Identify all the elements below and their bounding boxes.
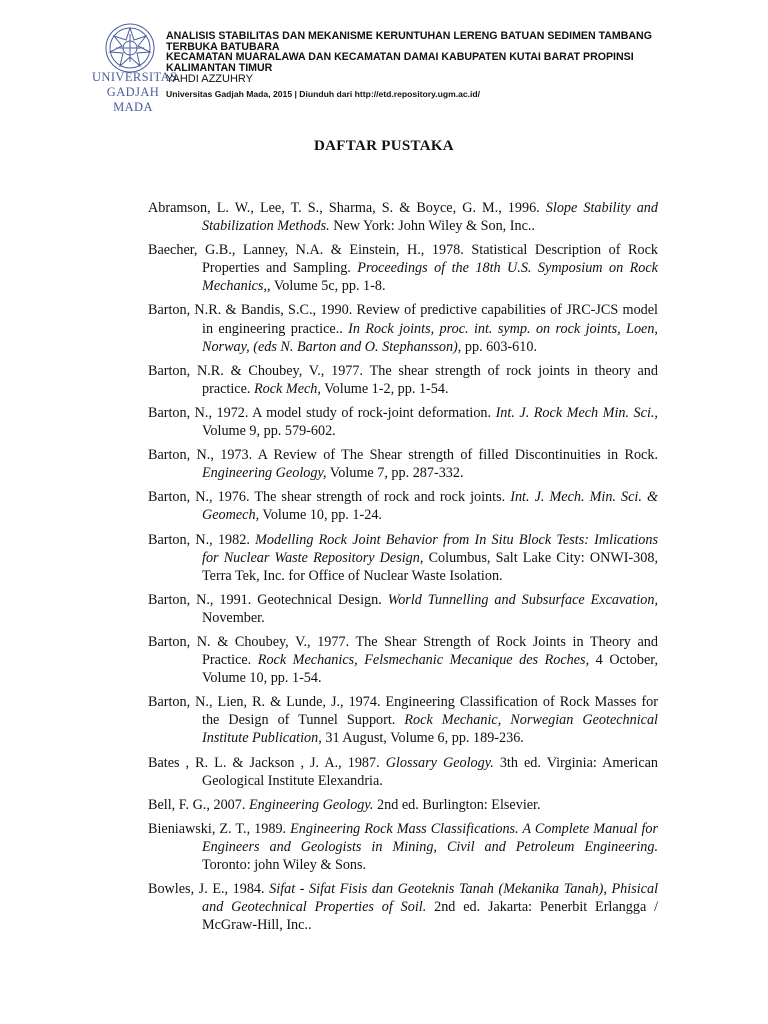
reference-details: 2nd ed. Burlington: Elsevier. [373,796,541,813]
logo-wordmark [92,70,178,115]
reference-details: Volume 10, pp. 1-24. [259,507,382,524]
reference-details: 4 October, Volume 10, pp. 1-54. [202,652,658,687]
reference-details: 3th ed. Virginia: American Geological Institute Elexandria. [202,754,659,789]
reference-details: Volume 9, pp. 579-602. [202,423,336,440]
reference-details: November. [202,609,265,626]
page-title: DAFTAR PUSTAKA [314,138,454,154]
reference-details: Toronto: john Wiley & Sons. [202,857,367,873]
thesis-title-line-2: TERBUKA BATUBARA [166,40,280,53]
reference-text: Bowles, J. E., 1984. [148,881,270,898]
reference-text: Bates , R. L. & Jackson , J. A., 1987. [148,754,386,771]
reference-entry [148,446,658,482]
reference-source-title: Engineering Rock Mass Classifications. A Complete Manual for Engineers and Geologists in Mining, Civil and Petroleum Engineering. [202,820,658,855]
reference-entry [148,693,658,747]
reference-source-title: Rock Mechanics, Felsmechanic Mecanique des Roches, [257,652,590,669]
university-logo [92,20,178,114]
reference-source-title: Slope Stability and Stabilization Methods. [202,200,658,235]
reference-text: Barton, N.R. & Choubey, V., 1977. The shear strength of rock joints in theory and practice. [148,362,658,397]
reference-text: Barton, N., 1973. A Review of The Shear strength of filled Discontinuities in Rock. [148,447,658,464]
reference-details: Columbus, Salt Lake City: ONWI-308, Terra Tek, Inc. for Office of Nuclear Waste Isolation. [202,549,658,584]
reference-source-title: Proceedings of the 18th U.S. Symposium on Rock Mechanics,, [202,260,658,295]
reference-text: Barton, N.R. & Bandis, S.C., 1990. Review of predictive capabilities of JRC-JCS model in engineering practice.. [148,302,658,337]
header-text [166,31,726,101]
reference-entry [148,531,658,585]
reference-details: Volume 7, pp. 287-332. [326,465,464,482]
reference-entry [148,404,658,440]
reference-text: Barton, N., 1991. Geotechnical Design. [148,591,388,608]
thesis-title-line-4: KALIMANTAN TIMUR [166,61,273,74]
source-line: Universitas Gadjah Mada, 2015 | Diunduh dari http://etd.repository.ugm.ac.id/ [166,89,481,99]
reference-source-title: Glossary Geology. [385,754,494,771]
reference-entry [148,880,658,934]
reference-source-title: Engineering Geology. [248,796,374,813]
reference-source-title: Engineering Geology, [202,465,327,482]
thesis-title-line-1: ANALISIS STABILITAS DAN MEKANISME KERUNTUHAN LERENG BATUAN SEDIMEN TAMBANG [166,30,652,42]
reference-text: Barton, N., 1976. The shear strength of rock and rock joints. [148,489,511,506]
reference-entry [148,199,658,235]
reference-text: Abramson, L. W., Lee, T. S., Sharma, S. & Boyce, G. M., 1996. [148,200,546,216]
reference-list [148,199,658,940]
reference-entry [148,241,658,295]
reference-entry [148,754,658,790]
author-name: YAHDI AZZUHRY [166,73,253,85]
reference-text: Baecher, G.B., Lanney, N.A. & Einstein, H., 1978. Statistical Description of Rock Properties and Sampling. [148,242,658,277]
reference-entry [148,591,658,627]
reference-details: 31 August, Volume 6, pp. 189-236. [321,730,524,747]
logo-line-1: UNIVERSITAS [92,70,178,84]
reference-entry [148,301,658,355]
reference-text: Barton, N., 1982. [148,531,256,548]
thesis-title-line-3: KECAMATAN MUARALAWA DAN KECAMATAN DAMAI KABUPATEN KUTAI BARAT PROPINSI [166,51,634,63]
ugm-seal-icon [104,22,156,74]
reference-text: Barton, N., 1972. A model study of rock-joint deformation. [148,404,496,421]
reference-details: Volume 1-2, pp. 1-54. [320,380,449,397]
reference-details: New York: John Wiley & Son, Inc.. [329,218,535,235]
reference-source-title: In Rock joints, proc. int. symp. on rock joints, Loen, Norway, (eds N. Barton and O. Stephansson), [202,320,658,355]
document-header [92,20,740,114]
reference-text: Bell, F. G., 2007. [148,796,249,813]
reference-entry [148,362,658,398]
reference-text: Barton, N., Lien, R. & Lunde, J., 1974. Engineering Classification of Rock Masses for the Design of Tunnel Support. [148,694,658,729]
reference-source-title: Modelling Rock Joint Behavior from In Situ Block Tests: Imlications for Nuclear Waste Repository Design, [202,531,658,566]
reference-source-title: Rock Mech, [253,380,321,397]
logo-line-2: GADJAH MADA [106,85,160,114]
reference-text: Barton, N. & Choubey, V., 1977. The Shear Strength of Rock Joints in Theory and Practice. [148,633,658,669]
reference-text: Bieniawski, Z. T., 1989. [148,820,291,837]
reference-details: Volume 5c, pp. 1-8. [270,278,386,295]
reference-source-title: Rock Mechanic, Norwegian Geotechnical Institute Publication, [202,712,658,747]
reference-entry [148,633,658,687]
reference-entry [148,820,658,874]
reference-source-title: Sifat - Sifat Fisis dan Geoteknis Tanah (Mekanika Tanah), Phisical and Geotechnical Properties of Soil. [202,881,659,916]
reference-details: 2nd ed. Jakarta: Penerbit Erlangga / McGraw-Hill, Inc.. [202,899,659,934]
reference-source-title: Int. J. Rock Mech Min. Sci., [495,404,658,421]
reference-entry [148,796,658,814]
reference-source-title: World Tunnelling and Subsurface Excavation, [387,591,658,608]
reference-source-title: Int. J. Mech. Min. Sci. & Geomech, [202,489,658,524]
reference-details: pp. 603-610. [461,338,537,355]
reference-entry [148,488,658,524]
